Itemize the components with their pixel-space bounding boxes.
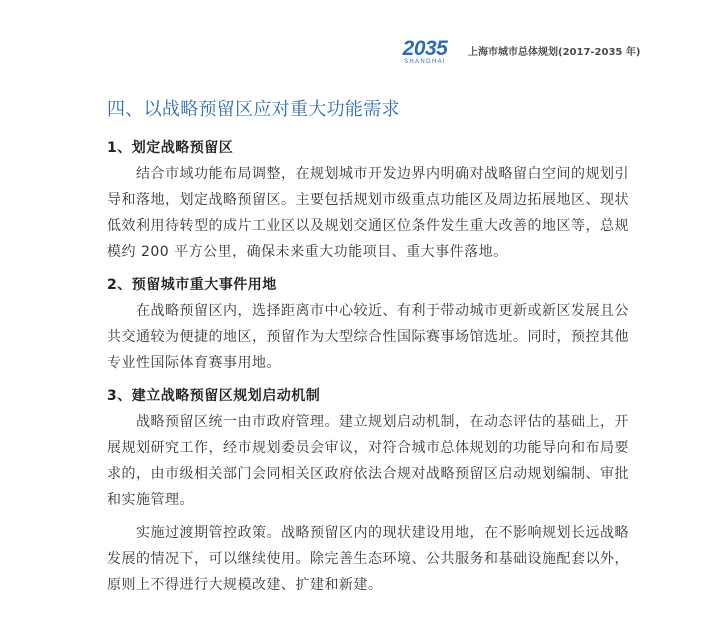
paragraph-line: 展规划研究工作，经市规划委员会审议，对符合城市总体规划的功能导向和布局要 [107, 440, 629, 456]
paragraph-line: 共交通较为便捷的地区，预留作为大型综合性国际赛事场馆选址。同时，预控其他 [107, 329, 629, 345]
section-1 [107, 135, 632, 265]
paragraph [107, 161, 632, 265]
shanghai-2035-logo [397, 38, 453, 66]
chapter-title: 四、以战略预留区应对重大功能需求 [107, 99, 400, 120]
paragraph-line: 求的，由市级相关部门会同相关区政府依法合规对战略预留区启动规划编制、审批 [107, 466, 629, 482]
paragraph [107, 520, 632, 598]
paragraph-line: 实施过渡期管控政策。战略预留区内的现状建设用地，在不影响规划长远战略 [136, 525, 629, 541]
section-3 [107, 383, 632, 598]
paragraph-line: 结合市域功能布局调整，在规划城市开发边界内明确对战略留白空间的规划引 [136, 166, 629, 182]
paragraph [107, 409, 632, 513]
section-2 [107, 272, 632, 376]
section-heading: 1、划定战略预留区 [107, 140, 234, 156]
running-header-title: 上海市城市总体规划(2017-2035 年) [468, 47, 641, 58]
paragraph-line: 模约 200 平方公里，确保未来重大功能项目、重大事件落地。 [107, 244, 508, 260]
paragraph-line: 和实施管理。 [107, 492, 194, 508]
paragraph-line: 专业性国际体育赛事用地。 [107, 355, 281, 371]
paragraph [107, 298, 632, 376]
paragraph-line: 发展的情况下，可以继续使用。除完善生态环境、公共服务和基础设施配套以外， [107, 551, 629, 567]
section-heading: 2、预留城市重大事件用地 [107, 277, 277, 293]
page-content [107, 97, 632, 598]
section-heading: 3、建立战略预留区规划启动机制 [107, 388, 321, 404]
paragraph-line: 原则上不得进行大规模改建、扩建和新建。 [107, 577, 383, 593]
paragraph-line: 在战略预留区内，选择距离市中心较近、有利于带动城市更新或新区发展且公 [136, 303, 629, 319]
paragraph-line: 导和落地，划定战略预留区。主要包括规划市级重点功能区及周边拓展地区、现状 [107, 192, 629, 208]
paragraph-line: 低效利用待转型的成片工业区以及规划交通区位条件发生重大改善的地区等，总规 [107, 218, 629, 234]
logo-year-text: 2035 [402, 37, 448, 60]
logo-city-text: SHANGHAI [404, 59, 446, 65]
paragraph-line: 战略预留区统一由市政府管理。建立规划启动机制，在动态评估的基础上，开 [136, 414, 629, 430]
